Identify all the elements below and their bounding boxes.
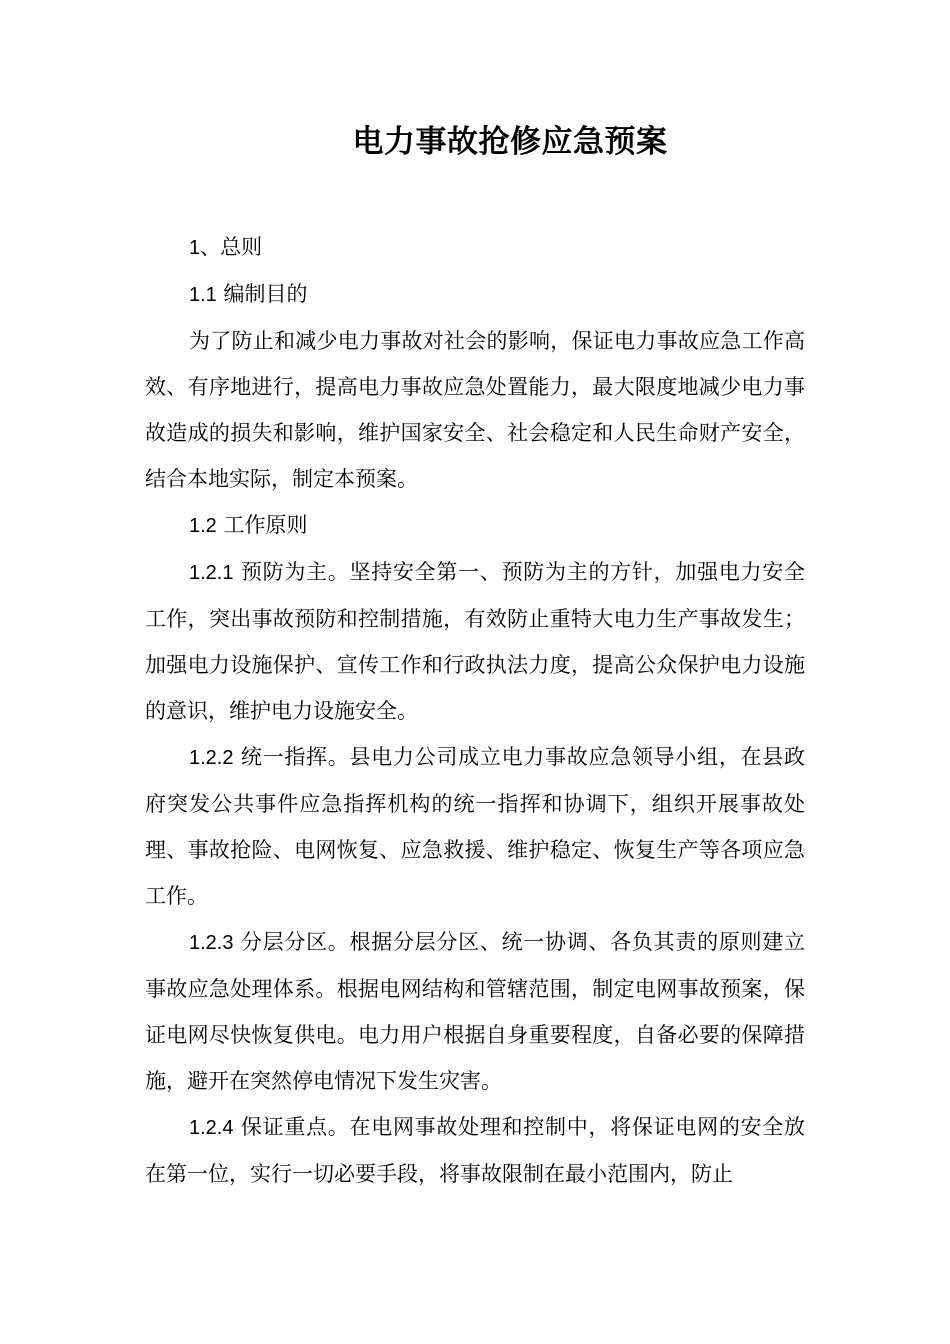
section-1-1-number: 1.1 xyxy=(189,284,217,306)
document-body xyxy=(145,224,805,1197)
section-1-2-2-text: 统一指挥。县电力公司成立电力事故应急领导小组，在县政府突发公共事件应急指挥机构的统一指挥和协调下，组织开展事故处理、事故抢险、电网恢复、应急救援、维护稳定、恢复生产等各项应急工作。 xyxy=(145,745,805,908)
section-1-2-number: 1.2 xyxy=(189,515,217,537)
section-1-2-1-paragraph xyxy=(145,549,805,734)
section-1-2-1-text: 预防为主。坚持安全第一、预防为主的方针，加强电力安全工作，突出事故预防和控制措施，有效防止重特大电力生产事故发生；加强电力设施保护、宣传工作和行政执法力度，提高公众保护电力设施的意识，维护电力设施安全。 xyxy=(145,560,805,723)
section-1-2-4-paragraph xyxy=(145,1104,805,1197)
document-title: 电力事故抢修应急预案 xyxy=(352,124,668,160)
section-1-2-4-number: 1.2.4 xyxy=(189,1117,234,1139)
section-1-2-title: 工作原则 xyxy=(223,513,308,537)
section-1-number: 1、 xyxy=(189,237,221,259)
section-1-1-heading xyxy=(145,271,805,318)
section-1-2-2-number: 1.2.2 xyxy=(189,747,234,769)
section-1-title: 总则 xyxy=(220,235,263,259)
section-1-2-3-text: 分层分区。根据分层分区、统一协调、各负其责的原则建立事故应急处理体系。根据电网结构和管辖范围，制定电网事故预案，保证电网尽快恢复供电。电力用户根据自身重要程度，自备必要的保障措施，避开在突然停电情况下发生灾害。 xyxy=(145,930,805,1093)
section-1-1-title: 编制目的 xyxy=(223,282,308,306)
section-1-2-2-paragraph xyxy=(145,734,805,919)
section-1-1-paragraph: 为了防止和减少电力事故对社会的影响，保证电力事故应急工作高效、有序地进行，提高电力事故应急处置能力，最大限度地减少电力事故造成的损失和影响，维护国家安全、社会稳定和人民生命财产安全，结合本地实际，制定本预案。 xyxy=(145,329,805,491)
section-1-2-1-number: 1.2.1 xyxy=(189,562,234,584)
section-1-2-4-text: 保证重点。在电网事故处理和控制中，将保证电网的安全放在第一位，实行一切必要手段，将事故限制在最小范围内，防止 xyxy=(145,1115,805,1186)
section-1-heading xyxy=(145,224,805,271)
section-1-2-3-paragraph xyxy=(145,919,805,1104)
section-1-2-heading xyxy=(145,502,805,549)
section-1-2-3-number: 1.2.3 xyxy=(189,932,234,954)
